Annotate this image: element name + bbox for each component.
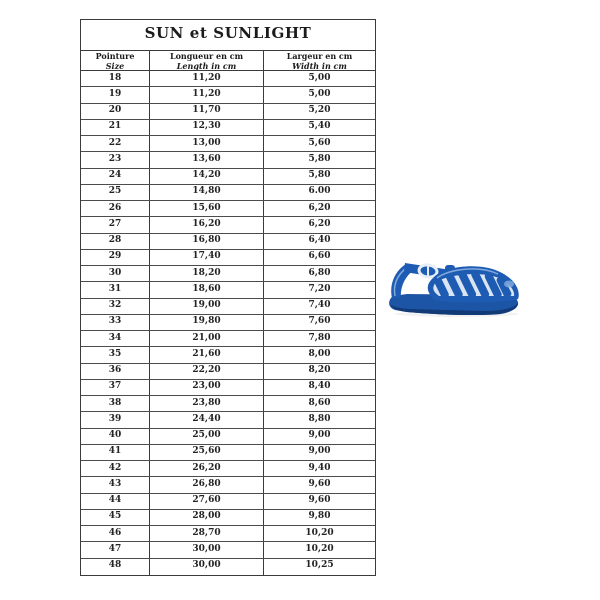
column-header-size (81, 51, 149, 70)
table-row (81, 104, 375, 120)
length-cell: 28,00 (149, 510, 263, 525)
length-cell: 11,20 (149, 87, 263, 102)
table-row (81, 120, 375, 136)
width-cell: 8,60 (263, 396, 375, 411)
size-cell: 41 (108, 446, 122, 457)
product-photo-sandal (387, 251, 524, 318)
length-cell: 26,80 (149, 477, 263, 492)
width-cell: 9,00 (263, 445, 375, 460)
table-row (81, 282, 375, 298)
length-cell: 18,20 (149, 266, 263, 281)
width-cell: 10,25 (263, 559, 375, 575)
table-row (81, 331, 375, 347)
size-cell: 34 (108, 332, 122, 343)
width-cell: 5,60 (263, 136, 375, 151)
size-cell: 32 (108, 300, 122, 310)
width-cell: 6,40 (263, 234, 375, 249)
table-row (81, 266, 375, 282)
width-cell: 6,20 (263, 201, 375, 216)
length-cell: 21,00 (149, 331, 263, 346)
size-cell: 30 (108, 267, 122, 278)
table-row (81, 234, 375, 250)
length-cell: 19,80 (149, 315, 263, 330)
table-row (81, 201, 375, 217)
table-row (81, 396, 375, 412)
width-cell: 10,20 (263, 526, 375, 541)
width-cell: 6,20 (263, 217, 375, 232)
size-chart-table (80, 19, 376, 576)
table-row (81, 380, 375, 396)
table-row (81, 364, 375, 380)
length-cell: 30,00 (149, 559, 263, 575)
table-row (81, 445, 375, 461)
size-cell: 28 (108, 235, 122, 245)
table-row (81, 494, 375, 510)
column-header-width (263, 51, 375, 70)
width-cell: 5,20 (263, 104, 375, 119)
width-cell: 6,60 (263, 250, 375, 265)
size-cell: 25 (108, 186, 122, 197)
size-cell: 42 (108, 462, 122, 473)
length-cell: 15,60 (149, 201, 263, 216)
length-cell: 17,40 (149, 250, 263, 265)
column-header-size-en: Size (105, 60, 125, 70)
length-cell: 14,20 (149, 169, 263, 184)
table-row (81, 185, 375, 201)
width-cell: 5,00 (263, 87, 375, 102)
size-cell: 44 (108, 495, 122, 505)
size-cell: 48 (108, 560, 122, 570)
width-cell: 9,40 (263, 461, 375, 476)
width-cell: 9,60 (263, 494, 375, 509)
length-cell: 16,80 (149, 234, 263, 249)
size-cell: 29 (108, 251, 122, 262)
size-cell: 39 (108, 413, 122, 424)
size-cell: 35 (108, 348, 122, 359)
table-row (81, 347, 375, 363)
width-cell: 8,00 (263, 347, 375, 362)
length-cell: 25,60 (149, 445, 263, 460)
table-row (81, 477, 375, 493)
column-header-size-fr: Pointure (95, 51, 135, 61)
size-cell: 24 (108, 170, 122, 180)
length-cell: 21,60 (149, 347, 263, 362)
size-cell: 19 (108, 88, 122, 99)
table-row (81, 87, 375, 103)
width-cell: 7,40 (263, 299, 375, 314)
table-row (81, 510, 375, 526)
table-row (81, 71, 375, 87)
table-title: SUN et SUNLIGHT (81, 20, 375, 51)
size-table-body (81, 71, 375, 575)
table-row (81, 217, 375, 233)
length-cell: 11,20 (149, 71, 263, 86)
length-cell: 19,00 (149, 299, 263, 314)
size-cell: 23 (108, 153, 122, 164)
column-header-width-fr: Largeur en cm (286, 51, 353, 61)
size-cell: 20 (108, 105, 122, 115)
table-row (81, 526, 375, 542)
length-cell: 16,20 (149, 217, 263, 232)
length-cell: 11,70 (149, 104, 263, 119)
width-cell: 8,40 (263, 380, 375, 395)
size-cell: 47 (108, 543, 122, 554)
size-cell: 46 (108, 527, 122, 538)
width-cell: 7,80 (263, 331, 375, 346)
table-row (81, 152, 375, 168)
length-cell: 14,80 (149, 185, 263, 200)
table-row (81, 250, 375, 266)
width-cell: 8,20 (263, 364, 375, 379)
column-header-length-fr: Longueur en cm (169, 51, 244, 61)
width-cell: 6,80 (263, 266, 375, 281)
table-header (81, 51, 375, 71)
size-cell: 31 (108, 283, 122, 294)
size-cell: 37 (108, 381, 122, 392)
table-row (81, 169, 375, 185)
table-row (81, 429, 375, 445)
width-cell: 8,80 (263, 412, 375, 427)
size-cell: 26 (108, 202, 122, 213)
column-header-width-en: Width in cm (292, 60, 347, 70)
width-cell: 6.00 (263, 185, 375, 200)
width-cell: 5,80 (263, 152, 375, 167)
size-cell: 43 (108, 478, 122, 489)
length-cell: 23,80 (149, 396, 263, 411)
length-cell: 13,60 (149, 152, 263, 167)
size-cell: 21 (108, 121, 122, 132)
table-row (81, 136, 375, 152)
table-row (81, 315, 375, 331)
length-cell: 13,00 (149, 136, 263, 151)
length-cell: 22,20 (149, 364, 263, 379)
size-cell: 45 (108, 511, 122, 522)
length-cell: 28,70 (149, 526, 263, 541)
length-cell: 26,20 (149, 461, 263, 476)
width-cell: 9,60 (263, 477, 375, 492)
width-cell: 5,80 (263, 169, 375, 184)
size-cell: 38 (108, 397, 122, 408)
size-cell: 27 (108, 218, 122, 229)
length-cell: 27,60 (149, 494, 263, 509)
width-cell: 10,20 (263, 542, 375, 557)
column-header-length-en: Length in cm (176, 60, 237, 70)
width-cell: 5,00 (263, 71, 375, 86)
width-cell: 5,40 (263, 120, 375, 135)
width-cell: 7,20 (263, 282, 375, 297)
table-row (81, 559, 375, 575)
length-cell: 23,00 (149, 380, 263, 395)
size-cell: 36 (108, 365, 122, 375)
size-cell: 40 (108, 430, 122, 440)
sandal-toe-highlight (504, 281, 514, 288)
width-cell: 7,60 (263, 315, 375, 330)
length-cell: 24,40 (149, 412, 263, 427)
length-cell: 18,60 (149, 282, 263, 297)
table-row (81, 299, 375, 315)
table-row (81, 412, 375, 428)
width-cell: 9,80 (263, 510, 375, 525)
length-cell: 12,30 (149, 120, 263, 135)
table-row (81, 542, 375, 558)
size-cell: 18 (108, 72, 122, 83)
table-row (81, 461, 375, 477)
size-cell: 22 (108, 137, 122, 148)
length-cell: 25,00 (149, 429, 263, 444)
width-cell: 9,00 (263, 429, 375, 444)
size-cell: 33 (108, 316, 122, 327)
length-cell: 30,00 (149, 542, 263, 557)
column-header-length (149, 51, 263, 70)
